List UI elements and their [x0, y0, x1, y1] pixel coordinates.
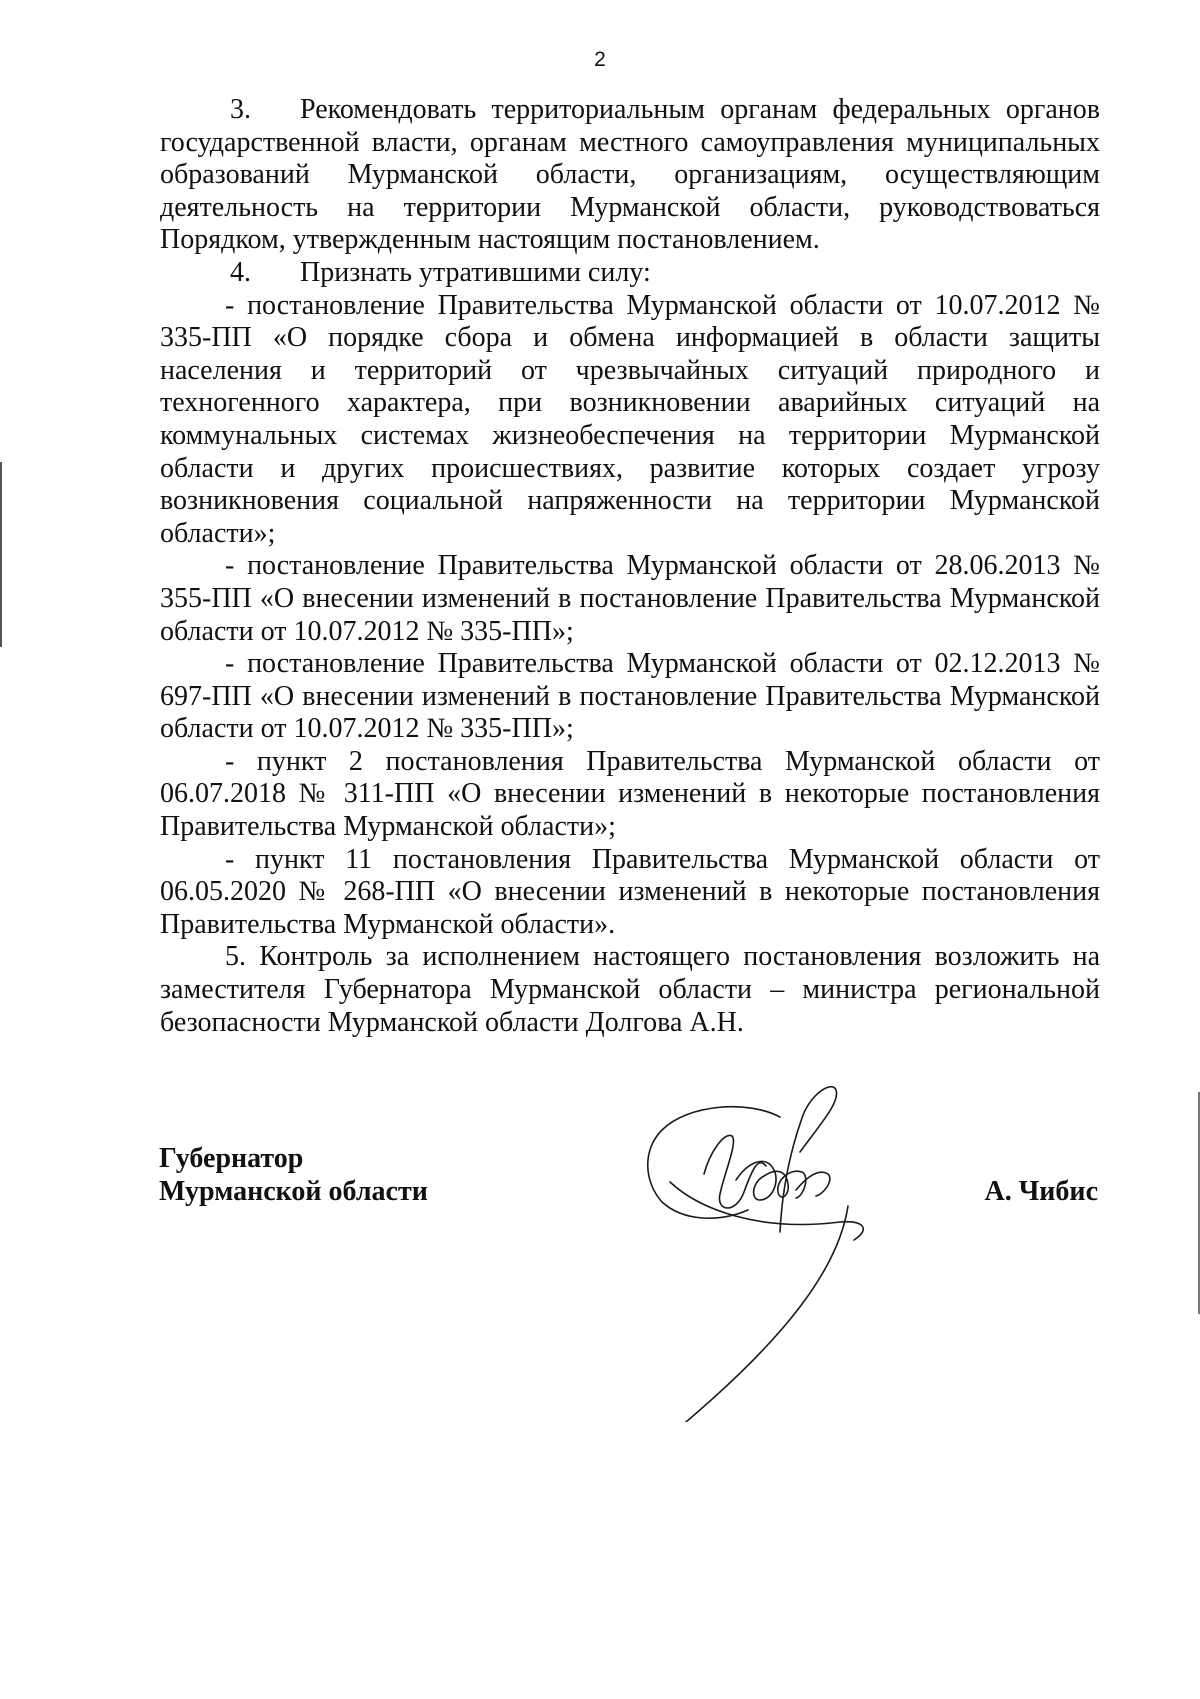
paragraph-3-text: Рекомендовать территориальным органам федеральных органов государственной власти, органам местного самоуправления муниципальных образований Мурманской области, организациям, осуществляющим деятельность на территории Мурманской области, руководствоваться Порядком, утвержденным настоящим постановлением. [160, 94, 1100, 256]
paragraph-4-text: Признать утратившими силу: [300, 256, 651, 288]
repealed-item-2: - постановление Правительства Мурманской области от 28.06.2013 № 355-ПП «О внесении изменений в постановление Правительства Мурманской области от 10.07.2012 № 335-ПП»; [160, 550, 1100, 647]
paragraph-3-number: 3. [230, 94, 251, 125]
signatory-title [159, 1142, 428, 1208]
paragraph-4 [160, 257, 1100, 290]
paragraph-4-number: 4. [230, 256, 251, 288]
repealed-item-3: - постановление Правительства Мурманской области от 02.12.2013 № 697-ПП «О внесении изменений в постановление Правительства Мурманской области от 10.07.2012 № 335-ПП»; [160, 648, 1100, 745]
repealed-item-4: - пункт 2 постановления Правительства Мурманской области от 06.07.2018 № 311-ПП «О внесении изменений в некоторые постановления Правительства Мурманской области»; [160, 745, 1100, 843]
handwritten-signature [640, 1082, 940, 1422]
repealed-item-5: - пункт 11 постановления Правительства Мурманской области от 06.05.2020 № 268-ПП «О внесении изменений в некоторые постановления Правительства Мурманской области». [160, 843, 1100, 940]
signatory-title-line-1: Губернатор [159, 1143, 304, 1174]
paragraph-3 [160, 94, 1100, 257]
signatory-title-line-2: Мурманской области [159, 1176, 428, 1207]
document-body [160, 94, 1100, 1039]
signatory-name: А. Чибис [984, 1176, 1098, 1207]
paragraph-5: 5. Контроль за исполнением настоящего постановления возложить на заместителя Губернатора Мурманской области – министра региональной безопасности Мурманской области Долгова А.Н. [160, 941, 1100, 1038]
scan-margin-line-left [0, 462, 2, 647]
page-number: 2 [594, 48, 606, 71]
repealed-item-1: - постановление Правительства Мурманской области от 10.07.2012 № 335-ПП «О порядке сбора и обмена информацией в области защиты населения и территорий от чрезвычайных ситуаций природного и техногенного характера, при возникновении аварийных ситуаций на коммунальных системах жизнеобеспечения на территории Мурманской области и других происшествиях, развитие которых создает угрозу возникновения социальной напряженности на территории Мурманской области»; [160, 289, 1100, 549]
